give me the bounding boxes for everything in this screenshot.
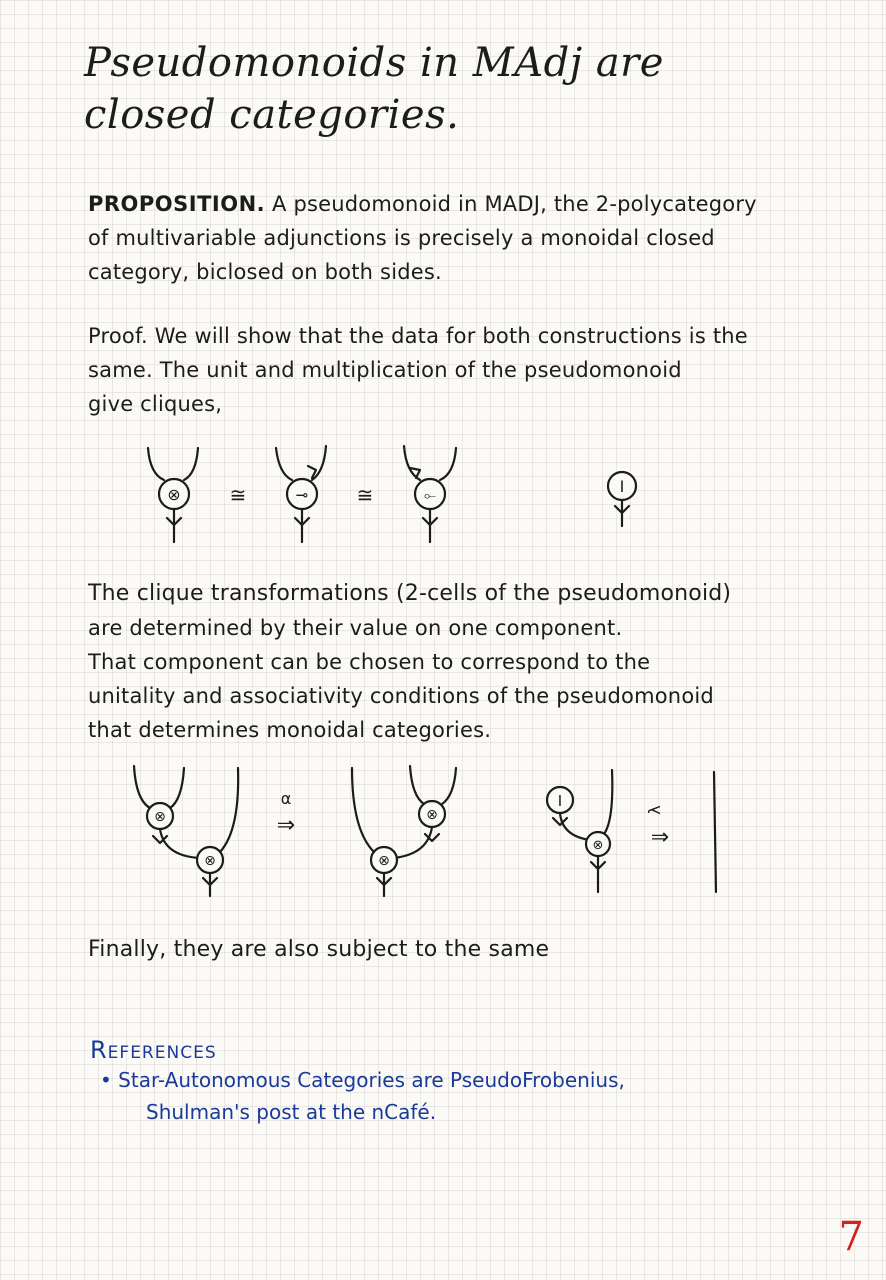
proposition-line-1-text: A pseudomonoid in MADJ, the 2-polycategory: [272, 192, 757, 216]
proof-line-1: Proof. We will show that the data for both constructions is the: [88, 324, 748, 348]
internal-hom-node: [276, 446, 326, 542]
tensor-symbol-c: ⊗: [426, 807, 438, 823]
proof-line-3: give cliques,: [88, 392, 223, 416]
assoc-right: [352, 766, 456, 896]
unit-node: [608, 472, 636, 526]
lambda-label: λ: [645, 805, 664, 815]
unitor-left: [547, 770, 612, 892]
tensor-symbol: ⊗: [167, 485, 181, 504]
tensor-symbol-a: ⊗: [154, 809, 166, 825]
left-lollipop-symbol: ⟜: [423, 486, 437, 504]
finally-line: Finally, they are also subject to the same: [88, 937, 550, 962]
title-line-1: Pseudomonoids in MAdj are: [84, 40, 664, 86]
proof-line-2: same. The unit and multiplication of the pseudomonoid: [88, 358, 682, 382]
identity-wire: [714, 772, 716, 892]
tensor-symbol-b: ⊗: [204, 853, 216, 869]
reference-line-1: Star-Autonomous Categories are PseudoFrobenius,: [118, 1068, 625, 1092]
bullet: •: [100, 1068, 112, 1092]
clique-line-3: That component can be chosen to correspond to the: [88, 650, 651, 674]
clique-line-2: are determined by their value on one component.: [88, 616, 623, 640]
assoc-left: [134, 766, 238, 896]
tensor-symbol-e: ⊗: [592, 838, 604, 853]
reference-item-1[interactable]: [100, 1068, 625, 1092]
title-line-2: closed categories.: [84, 92, 460, 138]
page-number: 7: [838, 1214, 864, 1260]
proposition-label: PROPOSITION.: [88, 192, 266, 216]
reference-line-2[interactable]: Shulman's post at the nCafé.: [146, 1100, 437, 1124]
iso-symbol-2: ≅: [356, 483, 374, 507]
unit-symbol-2: I: [557, 792, 563, 810]
alpha-arrow: ⇒: [276, 813, 296, 838]
clique-line-4: unitality and associativity conditions of the pseudomonoid: [88, 684, 714, 708]
lambda-arrow: ⇒: [650, 825, 670, 850]
iso-symbol-1: ≅: [229, 483, 247, 507]
proposition-line-1: [88, 188, 757, 220]
proposition-line-3: category, biclosed on both sides.: [88, 260, 442, 284]
unit-symbol: I: [619, 477, 625, 496]
tensor-symbol-d: ⊗: [378, 853, 390, 869]
alpha-label: α: [280, 789, 292, 808]
left-hom-node: [404, 446, 456, 542]
tensor-node-1: [148, 448, 198, 542]
lollipop-symbol: ⊸: [295, 486, 309, 504]
clique-diagram: [0, 440, 886, 550]
references-heading: References: [90, 1036, 217, 1064]
clique-line-1: The clique transformations (2-cells of the pseudomonoid): [88, 581, 732, 606]
associator-unitor-diagram: [0, 760, 886, 900]
clique-line-5: that determines monoidal categories.: [88, 718, 492, 742]
proposition-line-2: of multivariable adjunctions is precisely a monoidal closed: [88, 226, 715, 250]
